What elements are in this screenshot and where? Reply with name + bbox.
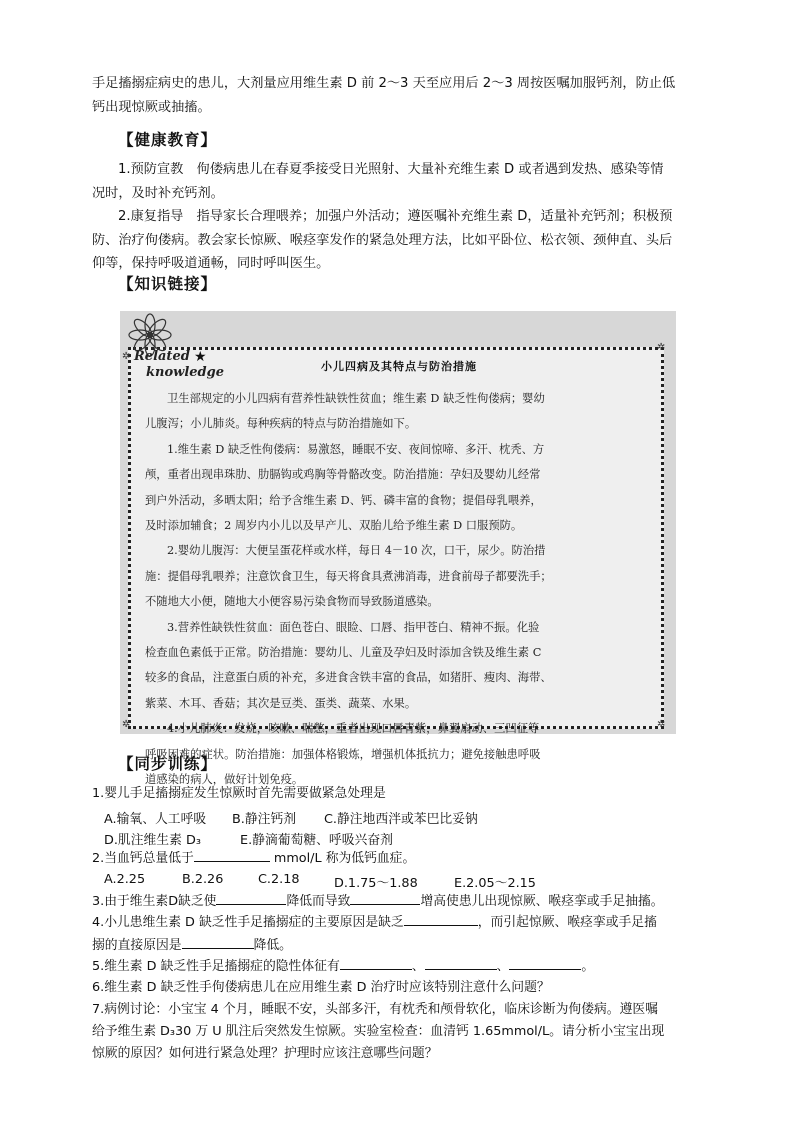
- text-line: 2.康复指导 指导家长合理喂养；加强户外活动；遵医嘱补充维生素 D，适量补充钙剂；积极预: [118, 209, 673, 224]
- answer-blank[interactable]: [404, 911, 478, 926]
- intro-paragraph: [92, 72, 704, 119]
- option: C.2.18: [258, 872, 300, 887]
- option: A.2.25: [104, 872, 146, 887]
- option: D.肌注维生素 D₃: [104, 833, 201, 848]
- answer-blank[interactable]: [194, 847, 270, 862]
- text-line: 不随地大小便，随地大小便容易污染食物而导致肠道感染。: [145, 595, 439, 609]
- text-line: 道感染的病人，做好计划免疫。: [145, 773, 304, 787]
- question-4: [92, 911, 712, 957]
- answer-blank[interactable]: [340, 955, 412, 970]
- text-line: 1.预防宣教 佝偻病患儿在春夏季接受日光照射、大量补充维生素 D 或者遇到发热、感染等情: [118, 162, 664, 177]
- question-text: 4.小儿患维生素 D 缺乏性手足搐搦症的主要原因是缺乏: [92, 915, 404, 930]
- text-line: 7.病例讨论：小宝宝 4 个月，睡眠不安，头部多汗，有枕秃和颅骨软化，临床诊断为佝偻病。遵医嘱: [92, 1002, 658, 1017]
- text-line: 4.小儿肺炎：发烧，咳嗽、喘憋，重者出现口唇青紫，鼻翼扇动、三凹征等: [167, 722, 540, 736]
- text-line: 1.维生素 D 缺乏性佝偻病：易激怒，睡眠不安、夜间惊啼、多汗、枕秃、方: [167, 442, 545, 456]
- health-education-heading: 【健康教育】: [118, 131, 218, 149]
- diamond-icon: ✲: [122, 351, 131, 362]
- answer-blank[interactable]: [182, 934, 254, 949]
- answer-blank[interactable]: [216, 890, 286, 905]
- text-line: 检查血色素低于正常。防治措施：婴幼儿、儿童及孕妇及时添加含铁及维生素 C: [145, 646, 542, 660]
- question-text: ，而引起惊厥、喉痉挛或手足搐: [477, 915, 657, 930]
- text-line: 颅，重者出现串珠肋、肋膈钩或鸡胸等骨骼改变。防治措施：孕妇及婴幼儿经常: [145, 468, 541, 482]
- question-text: 降低而导致: [286, 894, 351, 909]
- question-7: [92, 999, 712, 1065]
- health-education-body: [92, 158, 704, 276]
- answer-blank[interactable]: [509, 955, 581, 970]
- option: B.静注钙剂: [232, 812, 297, 827]
- knowledge-box-title: 小儿四病及其特点与防治措施: [321, 360, 477, 373]
- text-line: 及时添加辅食；2 周岁内小儿以及早产儿、双胎儿给予维生素 D 口服预防。: [145, 519, 523, 533]
- intro-line: 手足搐搦症病史的患儿，大剂量应用维生素 D 前 2～3 天至应用后 2～3 周按医嘱加服钙剂，防止低: [92, 76, 676, 91]
- related-knowledge-logo: [124, 313, 244, 393]
- question-text: 增高使患儿出现惊厥、喉痉挛或手足抽搐。: [420, 894, 664, 909]
- answer-blank[interactable]: [425, 955, 497, 970]
- knowledge-box-text: [145, 386, 647, 793]
- star-icon: ★: [194, 349, 207, 365]
- question-text: 。: [581, 959, 595, 974]
- text-line: 况时，及时补充钙剂。: [92, 185, 224, 201]
- text-line: 较多的食品，注意蛋白质的补充，多进食含铁丰富的食品，如猪肝、瘦肉、海带、: [145, 671, 552, 685]
- question-5: [92, 955, 712, 978]
- option: A.输氧、人工呼吸: [104, 812, 207, 827]
- text-line: 卫生部规定的小儿四病有营养性缺铁性贫血；维生素 D 缺乏性佝偻病；婴幼: [167, 392, 545, 405]
- option: E.静滴葡萄糖、呼吸兴奋剂: [240, 833, 393, 848]
- question-text: 搦的直接原因是: [92, 938, 182, 953]
- diamond-icon: ✲: [657, 719, 666, 730]
- text-line: 3.营养性缺铁性贫血：面色苍白、眼睑、口唇、指甲苍白、精神不振。化验: [167, 620, 540, 634]
- logo-word: Related: [134, 349, 190, 364]
- answer-blank[interactable]: [350, 890, 420, 905]
- text-line: 呼吸困难的症状。防治措施：加强体格锻炼，增强机体抵抗力；避免接触患呼吸: [145, 747, 541, 761]
- knowledge-link-heading: 【知识链接】: [118, 275, 218, 293]
- text-line: 防、治疗佝偻病。教会家长惊厥、喉痉挛发作的紧急处理方法，比如平卧位、松衣领、颈伸直、头后: [92, 232, 673, 248]
- text-line: 仰等，保持呼吸道通畅，同时呼叫医生。: [92, 256, 330, 271]
- intro-line: 钙出现惊厥或抽搐。: [92, 99, 211, 115]
- text-line: 紫菜、木耳、香菇；其次是豆类、蛋类、蔬菜、水果。: [145, 696, 417, 710]
- question-text: 2.当血钙总量低于: [92, 851, 194, 866]
- diamond-icon: ✲: [122, 719, 131, 730]
- question-text: 5.维生素 D 缺乏性手足搐搦症的隐性体征有: [92, 959, 340, 974]
- text-line: 惊厥的原因？如何进行紧急处理？护理时应该注意哪些问题？: [92, 1046, 438, 1061]
- option: D.1.75～1.88: [334, 876, 418, 891]
- question-1: 1.婴儿手足搐搦症发生惊厥时首先需要做紧急处理是: [92, 786, 386, 801]
- logo-word: knowledge: [146, 365, 224, 380]
- question-text: 、: [411, 959, 425, 974]
- text-line: 2.婴幼儿腹泻：大便呈蛋花样或水样，每日 4－10 次，口干，尿少。防治措: [167, 544, 546, 558]
- question-text: 、: [496, 959, 510, 974]
- question-6: 6.维生素 D 缺乏性手佝偻病患儿在应用维生素 D 治疗时应该特别注意什么问题？: [92, 980, 550, 995]
- text-line: 给予维生素 D₃30 万 U 肌注后突然发生惊厥。实验室检查：血清钙 1.65mmol/L。请分析小宝宝出现: [92, 1024, 665, 1039]
- text-line: 儿腹泻；小儿肺炎。每种疾病的特点与防治措施如下。: [145, 417, 417, 431]
- question-text: mmol/L 称为低钙血症。: [269, 851, 416, 866]
- option: E.2.05～2.15: [454, 876, 536, 891]
- option: C.静注地西泮或苯巴比妥钠: [324, 812, 478, 827]
- text-line: 施：提倡母乳喂养；注意饮食卫生，每天将食具煮沸消毒，进食前母子都要洗手；: [145, 569, 552, 583]
- diamond-icon: ✲: [657, 342, 666, 353]
- question-2: [92, 847, 712, 870]
- training-heading: 【同步训练】: [118, 755, 218, 773]
- question-text: 3.由于维生素D缺乏使: [92, 894, 217, 909]
- question-text: 降低。: [253, 938, 292, 953]
- text-line: 到户外活动，多晒太阳；给予含维生素 D、钙、磷丰富的食物；提倡母乳喂养，: [145, 493, 542, 507]
- question-3: [92, 890, 712, 913]
- option: B.2.26: [182, 872, 224, 887]
